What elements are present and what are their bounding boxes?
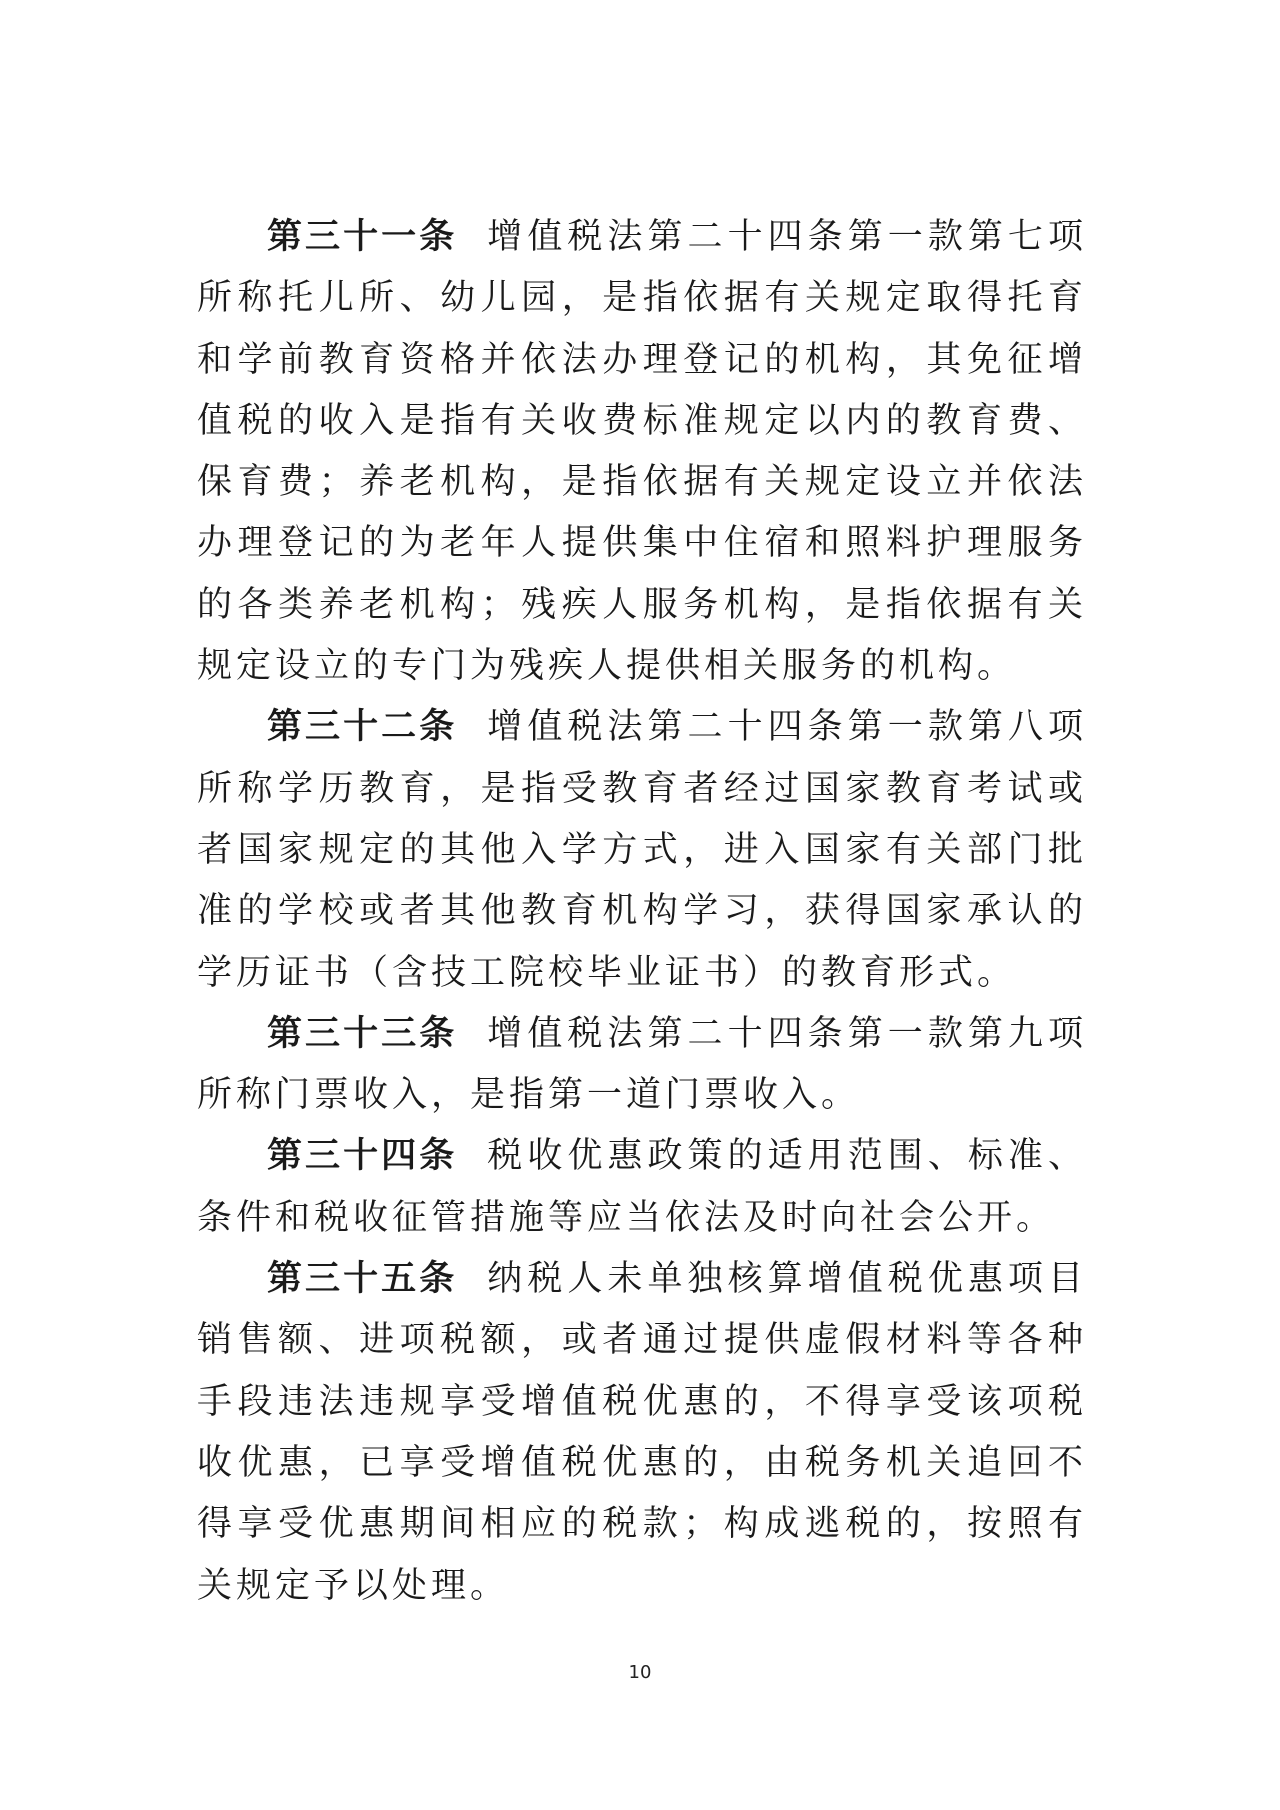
article-number: 第三十一条 — [267, 217, 458, 257]
article-31 — [197, 207, 1087, 697]
article-number: 第三十四条 — [267, 1136, 458, 1177]
article-text: 增值税法第二十四条第一款第八项所称学历教育，是指受教育者经过国家教育考试或者国家规定的其他入学方式，进入国家有关部门批准的学校或者其他教育机构学习，获得国家承认的学历证书（含技工院校毕业证书）的教育形式。 — [197, 707, 1087, 993]
article-text: 增值税法第二十四条第一款第九项所称门票收入，是指第一道门票收入。 — [197, 1013, 1087, 1116]
document-body — [197, 207, 1087, 1617]
article-34 — [197, 1126, 1087, 1249]
article-text: 增值税法第二十四条第一款第七项所称托儿所、幼儿园，是指依据有关规定取得托育和学前教育资格并依法办理登记的机构，其免征增值税的收入是指有关收费标准规定以内的教育费、保育费；养老机构，是指依据有关规定设立并依法办理登记的为老年人提供集中住宿和照料护理服务的各类养老机构；残疾人服务机构，是指依据有关规定设立的专门为残疾人提供相关服务的机构。 — [197, 217, 1087, 687]
article-text: 税收优惠政策的适用范围、标准、条件和税收征管措施等应当依法及时向社会公开。 — [197, 1136, 1087, 1238]
article-number: 第三十五条 — [267, 1259, 458, 1300]
article-text: 纳税人未单独核算增值税优惠项目销售额、进项税额，或者通过提供虚假材料等各种手段违法违规享受增值税优惠的，不得享受该项税收优惠，已享受增值税优惠的，由税务机关追回不得享受优惠期间相应的税款；构成逃税的，按照有关规定予以处理。 — [197, 1259, 1087, 1606]
page-number: 10 — [628, 1662, 652, 1683]
article-32 — [197, 697, 1087, 1003]
article-33 — [197, 1004, 1087, 1127]
article-number: 第三十二条 — [267, 707, 458, 748]
article-35 — [197, 1249, 1087, 1617]
article-number: 第三十三条 — [267, 1013, 458, 1054]
